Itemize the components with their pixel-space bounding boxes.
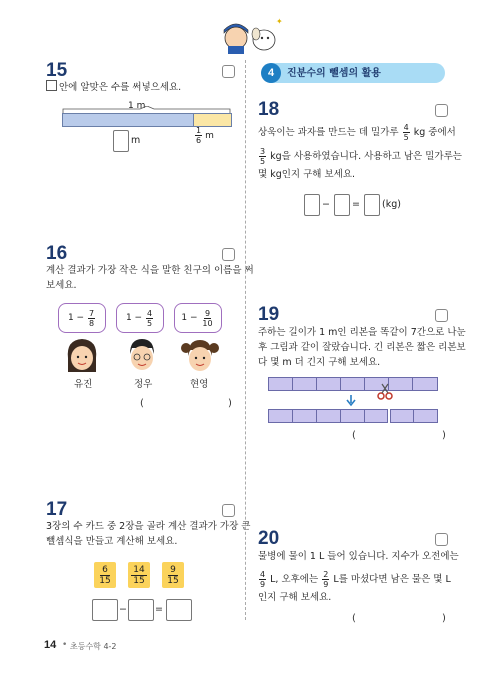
answer-paren-open: ( (140, 398, 144, 409)
equals-sign: = (155, 604, 163, 615)
answer-paren-close: ) (442, 430, 446, 441)
check-box[interactable] (222, 65, 235, 78)
check-box[interactable] (435, 533, 448, 546)
footer-dot: • (62, 640, 68, 650)
ribbon-whole (268, 377, 438, 391)
equals-sign: = (352, 199, 360, 210)
scissors-icon (377, 383, 393, 401)
question-number: 18 (258, 99, 280, 120)
blank-box-icon (46, 80, 57, 91)
question-text: 상욱이는 과자를 만드는 데 밀가루 $\frac{4}{5}$ kg 중에서 (258, 123, 456, 142)
answer-box[interactable] (304, 194, 320, 216)
question-text: $\frac{4}{9}$ L, 오후에는 $\frac{2}{9}$ L를 마셨다면 남은 물은 몇 L (260, 570, 451, 589)
question-number: 16 (46, 243, 68, 264)
bar-total-label: 1 m (128, 101, 146, 111)
question-text: $\frac{3}{5}$ kg을 사용하였습니다. 사용하고 남은 밀가루는 (260, 147, 462, 166)
measure-bar (62, 113, 232, 127)
girl-pigtails-face-icon (180, 336, 220, 376)
answer-box[interactable] (92, 599, 118, 621)
answer-paren-close: ) (442, 613, 446, 624)
question-number: 19 (258, 304, 280, 325)
question-number: 15 (46, 60, 68, 81)
section-number-badge: 4 (261, 63, 281, 83)
friend-name: 정우 (134, 379, 153, 390)
book-title: 초등수학 4-2 (70, 642, 117, 651)
page-number: 14 (44, 639, 57, 651)
answer-paren-open: ( (352, 613, 356, 624)
expression-bubble: 1 − $\frac{9}{10}$ (174, 303, 222, 333)
minus-sign: − (322, 199, 330, 210)
answer-paren-close: ) (228, 398, 232, 409)
number-card: 9 15 (162, 562, 184, 588)
mascot-illustration (214, 16, 284, 56)
question-text: 몇 kg인지 구해 보세요. (258, 169, 356, 180)
number-card: 6 15 (94, 562, 116, 588)
answer-box[interactable] (334, 194, 350, 216)
question-text: 안에 알맞은 수를 써넣으세요. (46, 80, 181, 95)
question-text: 3장의 수 카드 중 2장을 골라 계산 결과가 가장 큰 (46, 521, 251, 532)
girl-face-icon (64, 336, 100, 376)
check-box[interactable] (435, 309, 448, 322)
answer-box[interactable] (128, 599, 154, 621)
answer-paren-open: ( (352, 430, 356, 441)
question-text: 뺄셈식을 만들고 계산해 보세요. (46, 536, 178, 547)
answer-field[interactable] (148, 398, 224, 412)
svg-text:✦: ✦ (276, 17, 283, 26)
number-card: 14 15 (128, 562, 150, 588)
unit-label: m (131, 135, 141, 146)
ribbon-long-piece (268, 409, 388, 423)
question-text: 물병에 물이 1 L 들어 있습니다. 지수가 오전에는 (258, 551, 459, 562)
check-box[interactable] (435, 104, 448, 117)
answer-box[interactable] (364, 194, 380, 216)
ribbon-short-piece (390, 409, 438, 423)
expression-bubble: 1 − $\frac{7}{8}$ (58, 303, 106, 333)
question-number: 17 (46, 499, 68, 520)
fraction-label: $\frac{1}{6}$ m (196, 126, 214, 145)
question-number: 20 (258, 528, 280, 549)
question-text: 후 그림과 같이 잘랐습니다. 긴 리본은 짧은 리본보 (258, 342, 466, 353)
minus-sign: − (119, 604, 127, 615)
boy-face-icon (124, 336, 160, 376)
question-text: 주하는 길이가 1 m인 리본을 똑같이 7간으로 나눈 (258, 327, 466, 338)
friend-name: 현영 (190, 379, 209, 390)
answer-box[interactable] (113, 130, 129, 152)
check-box[interactable] (222, 504, 235, 517)
section-title: 진분수의 뺄셈의 활용 (287, 68, 381, 79)
question-text: 보세요. (46, 280, 77, 291)
friend-name: 유진 (74, 379, 93, 390)
down-arrow-icon (346, 395, 356, 407)
column-divider (245, 60, 246, 620)
question-text: 다 몇 m 더 긴지 구해 보세요. (258, 357, 381, 368)
check-box[interactable] (222, 248, 235, 261)
unit-label: (kg) (382, 199, 401, 210)
expression-bubble: 1 − $\frac{4}{5}$ (116, 303, 164, 333)
question-text: 인지 구해 보세요. (258, 592, 332, 603)
question-text: 계산 결과가 가장 작은 식을 말한 친구의 이름을 써 (46, 265, 254, 276)
answer-field[interactable] (360, 430, 438, 444)
answer-box[interactable] (166, 599, 192, 621)
answer-field[interactable] (360, 613, 438, 627)
